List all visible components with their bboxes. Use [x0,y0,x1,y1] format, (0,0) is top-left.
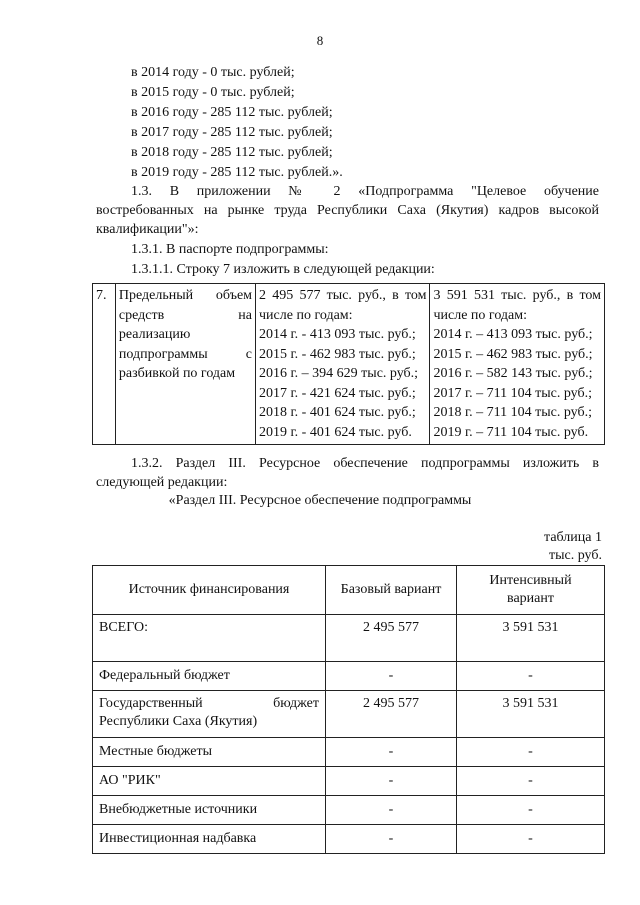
paragraph-1-3-line2: востребованных на рынке труда Республики Саха (Якутия) кадров высокой [96,203,599,218]
row7-number: 7. [93,284,116,445]
section-title: «Раздел III. Ресурсное обеспечение подпрограммы [168,493,472,508]
row7-new-line: 2016 г. – 582 143 тыс. руб.; [433,366,593,381]
row7-old-value [256,284,430,445]
header-source: Источник финансирования [93,566,326,615]
row7-name-line: разбивкой по годам [118,366,236,381]
paragraph-1-3-line3: квалификации"»: [96,222,199,237]
row7-name-line: Предельный объем [118,288,253,303]
cell-intensive: - [457,767,605,796]
row7-name-line: средств на [118,307,253,323]
table-label: таблица 1 [544,530,602,545]
table-row [93,691,605,738]
row7-new-line: 2014 г. – 413 093 тыс. руб.; [433,327,593,342]
row7 [93,284,605,445]
row7-old-line: 2019 г. - 401 624 тыс. руб. [259,424,412,440]
row7-old-line: числе по годам: [259,307,353,323]
funding-line-2016: в 2016 году - 285 112 тыс. рублей; [131,105,333,120]
header-intensive: Интенсивный вариант [457,566,605,615]
cell-intensive: 3 591 531 [457,615,605,662]
cell-base: 2 495 577 [326,691,457,738]
row7-new-value [430,284,605,445]
row7-old-line: 2016 г. – 394 629 тыс. руб.; [259,366,419,381]
units-label: тыс. руб. [549,548,602,563]
cell-base: - [326,738,457,767]
cell-source: ВСЕГО: [93,615,326,662]
cell-source: Внебюджетные источники [93,796,326,825]
row7-new-line: числе по годам: [433,307,527,323]
row7-new-line: 2017 г. – 711 104 тыс. руб.; [433,385,593,401]
page-number: 8 [316,33,324,48]
table-row [93,767,605,796]
funding-line-2019: в 2019 году - 285 112 тыс. рублей.». [131,165,343,180]
row7-old-line: 2015 г. - 462 983 тыс. руб.; [259,346,416,362]
cell-intensive: - [457,662,605,691]
funding-table [92,565,605,854]
paragraph-1-3-1: 1.3.1. В паспорте подпрограммы: [131,242,329,257]
cell-base: - [326,825,457,854]
cell-source-line2: Республики Саха (Якутия) [99,714,258,729]
row7-new-line: 2019 г. – 711 104 тыс. руб. [433,424,589,440]
table-row [93,796,605,825]
row7-old-line: 2 495 577 тыс. руб., в том [259,288,427,303]
cell-base: - [326,796,457,825]
row7-name-line: реализацию [118,327,191,342]
cell-source [93,691,326,738]
paragraph-1-3-line1: 1.3. В приложении № 2 «Подпрограмма "Целевое обучение [131,184,599,199]
row7-table [92,283,605,445]
table-row [93,738,605,767]
paragraph-1-3 [96,182,599,239]
row7-old-line: 2017 г. - 421 624 тыс. руб.; [259,385,416,401]
table-row [93,615,605,662]
cell-intensive: 3 591 531 [457,691,605,738]
cell-source: Местные бюджеты [93,738,326,767]
cell-intensive: - [457,825,605,854]
paragraph-1-3-2 [96,454,599,492]
row7-new-line: 2015 г. – 462 983 тыс. руб.; [433,346,593,362]
row7-new-line: 3 591 531 тыс. руб., в том [433,288,601,303]
paragraph-1-3-2-line1: 1.3.2. Раздел III. Ресурсное обеспечение подпрограммы изложить в [131,456,599,471]
row7-name [115,284,255,445]
row7-new-line: 2018 г. – 711 104 тыс. руб.; [433,405,593,420]
funding-line-2014: в 2014 году - 0 тыс. рублей; [131,65,295,80]
cell-source: Федеральный бюджет [93,662,326,691]
paragraph-1-3-1-1: 1.3.1.1. Строку 7 изложить в следующей редакции: [131,262,435,277]
funding-line-2017: в 2017 году - 285 112 тыс. рублей; [131,125,333,140]
header-base: Базовый вариант [326,566,457,615]
table-row [93,825,605,854]
cell-intensive: - [457,796,605,825]
funding-line-2018: в 2018 году - 285 112 тыс. рублей; [131,145,333,160]
funding-line-2015: в 2015 году - 0 тыс. рублей; [131,85,295,100]
row7-old-line: 2014 г. - 413 093 тыс. руб.; [259,327,416,342]
row7-old-line: 2018 г. - 401 624 тыс. руб.; [259,405,416,420]
cell-source: АО "РИК" [93,767,326,796]
cell-base: 2 495 577 [326,615,457,662]
paragraph-1-3-2-line2: следующей редакции: [96,475,228,490]
cell-base: - [326,767,457,796]
table-header-row [93,566,605,615]
row7-name-line: подпрограммы с [118,346,253,362]
cell-base: - [326,662,457,691]
cell-intensive: - [457,738,605,767]
table-row [93,662,605,691]
cell-source: Инвестиционная надбавка [93,825,326,854]
cell-source-line1: Государственный бюджет [99,696,319,711]
